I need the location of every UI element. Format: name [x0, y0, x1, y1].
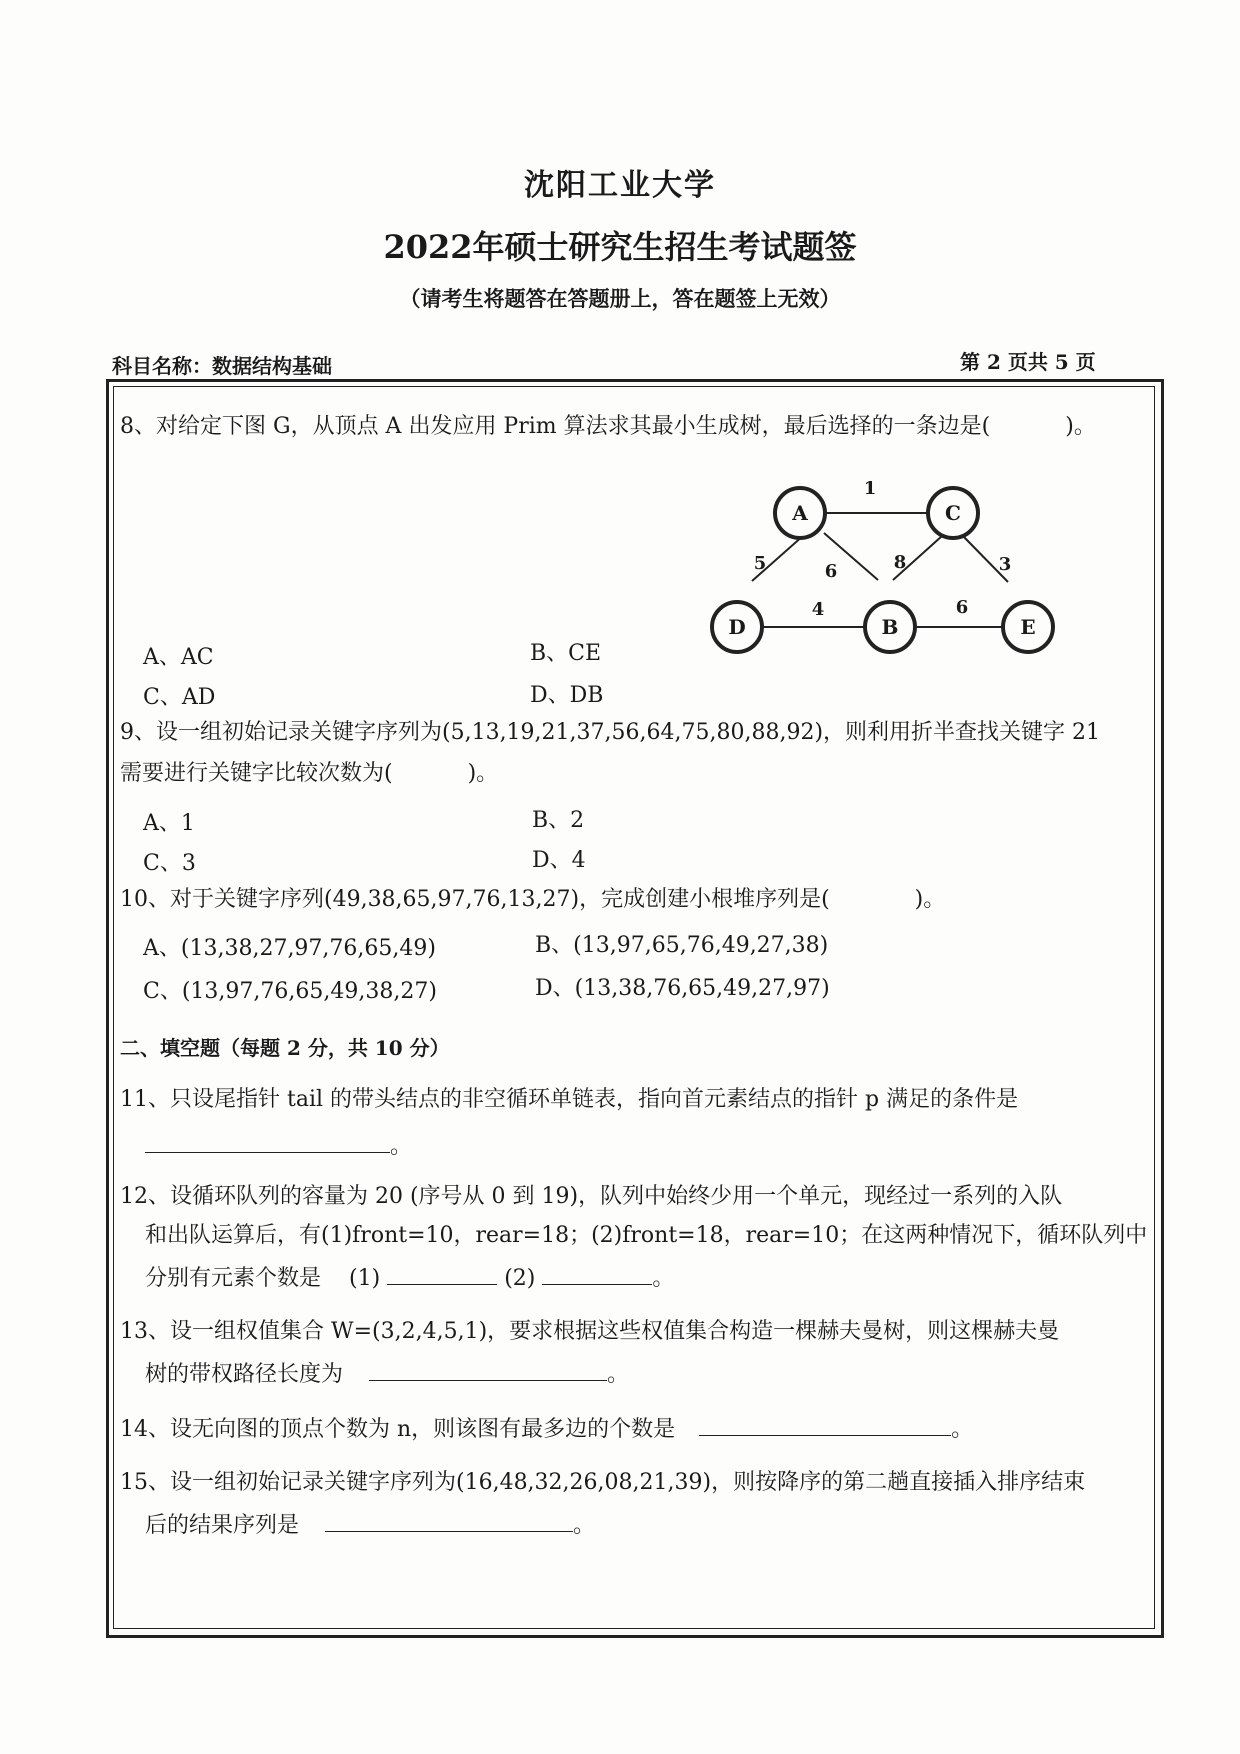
q10-option-c[interactable]: C、(13,97,76,65,49,38,27) [143, 979, 437, 1004]
q10-text-end: )。 [914, 887, 946, 912]
graph-weight-a-b: 6 [824, 561, 838, 582]
subject-name: 科目名称：数据结构基础 [112, 354, 332, 378]
q12-blank-1[interactable] [387, 1260, 497, 1285]
q8-text-end: )。 [1065, 414, 1096, 439]
graph-node-e-label: E [1020, 615, 1036, 639]
q12-line-2: 和出队运算后，有(1)front=10，rear=18；(2)front=18，rear=10；在这两种情况下，循环队列中 [145, 1223, 1148, 1248]
q14-text: 14、设无向图的顶点个数为 n，则该图有最多边的个数是 [120, 1417, 676, 1442]
graph-node-d-label: D [728, 615, 746, 639]
q10-option-a[interactable]: A、(13,38,27,97,76,65,49) [143, 936, 436, 961]
q9-line-1: 9、设一组初始记录关键字序列为(5,13,19,21,37,56,64,75,80,88,92)，则利用折半查找关键字 21 [120, 720, 1101, 745]
q12-label-2: (2) [504, 1266, 536, 1291]
q10-option-d[interactable]: D、(13,38,76,65,49,27,97) [535, 976, 830, 1001]
q8-option-b[interactable]: B、CE [530, 641, 602, 666]
q8-text: 8、对给定下图 G，从顶点 A 出发应用 Prim 算法求其最小生成树，最后选择的一条边是( [120, 414, 991, 439]
question-10-stem [120, 883, 945, 917]
graph-weight-d-b: 4 [811, 599, 825, 620]
q8-option-c[interactable]: C、AD [143, 685, 216, 710]
school-name: 沈阳工业大学 [524, 168, 716, 203]
q8-option-d[interactable]: D、DB [530, 683, 604, 708]
graph-weight-c-e: 3 [998, 554, 1012, 575]
q15-line-2 [145, 1507, 595, 1543]
graph-weight-a-c: 1 [863, 478, 877, 499]
q12-blank-2[interactable] [542, 1260, 652, 1285]
exam-notice: （请考生将题答在答题册上，答在题签上无效） [399, 286, 841, 311]
q9-option-c[interactable]: C、3 [143, 851, 196, 876]
q9-option-d[interactable]: D、4 [532, 848, 586, 873]
q15-blank[interactable] [325, 1507, 573, 1532]
q12-line-3 [145, 1260, 674, 1296]
q12-label-1: (1) [349, 1266, 381, 1291]
q12-end: 。 [652, 1266, 675, 1291]
section-2-title: 二、填空题（每题 2 分，共 10 分） [120, 1036, 450, 1060]
q10-option-b[interactable]: B、(13,97,65,76,49,27,38) [535, 933, 829, 958]
page-info: 第 2 页共 5 页 [960, 350, 1096, 374]
graph-node-b-label: B [881, 615, 899, 639]
graph-node-c-label: C [945, 501, 961, 525]
q13-line-1: 13、设一组权值集合 W=(3,2,4,5,1)，要求根据这些权值集合构造一棵赫夫曼树，则这棵赫夫曼 [120, 1319, 1060, 1344]
prim-graph [700, 460, 1080, 690]
question-8-stem [120, 410, 1096, 444]
q11-blank[interactable] [145, 1128, 390, 1153]
q13-blank[interactable] [369, 1356, 607, 1381]
q8-option-a[interactable]: A、AC [143, 645, 214, 670]
q9-line-2 [120, 757, 498, 791]
q15-end: 。 [573, 1513, 596, 1538]
q11-end: 。 [390, 1134, 413, 1159]
q10-text: 10、对于关键字序列(49,38,65,97,76,13,27)，完成创建小根堆序列是( [120, 887, 830, 912]
q13-text: 树的带权路径长度为 [145, 1362, 344, 1387]
q9-text: 需要进行关键字比较次数为( [120, 761, 393, 786]
q11-answer-line [145, 1128, 412, 1164]
graph-weight-a-d: 5 [753, 553, 767, 574]
graph-node-a-label: A [792, 501, 808, 525]
q14-blank[interactable] [699, 1411, 951, 1436]
q13-line-2 [145, 1356, 629, 1392]
q9-option-b[interactable]: B、2 [532, 808, 585, 833]
q13-end: 。 [607, 1362, 630, 1387]
q12-text: 分别有元素个数是 [145, 1266, 322, 1291]
q12-line-1: 12、设循环队列的容量为 20 (序号从 0 到 19)，队列中始终少用一个单元，现经过一系列的入队 [120, 1184, 1063, 1209]
q14-line [120, 1411, 973, 1447]
graph-weight-b-e: 6 [955, 597, 969, 618]
q15-line-1: 15、设一组初始记录关键字序列为(16,48,32,26,08,21,39)，则按降序的第二趟直接插入排序结束 [120, 1470, 1086, 1495]
q15-text: 后的结果序列是 [145, 1513, 300, 1538]
q14-end: 。 [951, 1417, 974, 1442]
q11-line-1: 11、只设尾指针 tail 的带头结点的非空循环单链表，指向首元素结点的指针 p 满足的条件是 [120, 1087, 1019, 1112]
exam-title: 2022年硕士研究生招生考试题签 [383, 228, 857, 266]
q9-option-a[interactable]: A、1 [143, 811, 195, 836]
graph-weight-c-b: 8 [893, 552, 907, 573]
q9-text-end: )。 [467, 761, 499, 786]
